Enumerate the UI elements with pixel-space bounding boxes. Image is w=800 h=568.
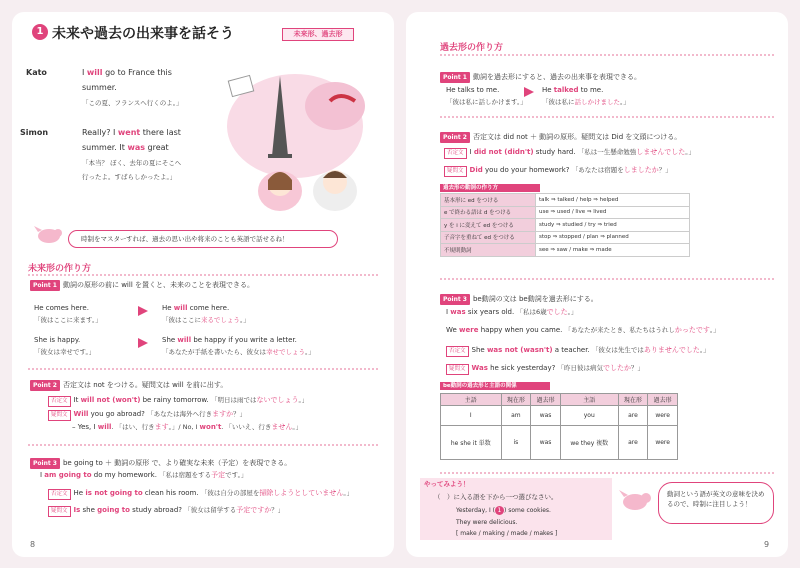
- table-cell: we they 複数: [560, 426, 618, 460]
- be-verb-table: [440, 393, 678, 460]
- future-point-1: Point 1 動詞の原形の前に will を置くと、未来のことを表現できる。: [30, 280, 254, 291]
- page-number-right: 9: [764, 540, 770, 549]
- going-to-question: 疑問文 Is she going to study abroad? 「彼女は留学する予定ですか？」: [48, 506, 284, 517]
- table-cell: were: [648, 426, 678, 460]
- rule-cell: y を i に変えて ed をつける: [441, 219, 536, 232]
- table-cell: I: [441, 406, 502, 426]
- future-point-2: Point 2 否定文は not をつける。疑問文は will を前に出す。: [30, 380, 227, 391]
- table-cell: 過去形: [531, 394, 561, 406]
- quiz-instructions: （ ）に入る語を下から一つ選びなさい。: [434, 493, 558, 501]
- arrow-icon: [138, 338, 148, 348]
- bird-icon: [34, 224, 64, 246]
- example-future: He will come here.: [162, 304, 230, 312]
- quiz-heading: やってみよう！: [424, 480, 470, 488]
- table-cell: 現在形: [501, 394, 531, 406]
- be-table-title: be動詞の過去形と主語の関係: [440, 382, 550, 390]
- table-row: [441, 219, 690, 232]
- arrow-icon: [524, 87, 534, 97]
- kato-line-2: summer.: [82, 83, 117, 92]
- table-cell: 現在形: [618, 394, 648, 406]
- paris-travel-illustration: [220, 66, 370, 216]
- kato-translation: 「この夏、フランスへ行くのよ。」: [82, 99, 183, 107]
- simon-translation-1: 「本当？ ぼく、去年の夏にそこへ: [82, 159, 182, 167]
- lesson-number-badge: 1: [32, 24, 48, 40]
- example-cell: see ⇒ saw / make ⇒ made: [536, 244, 690, 257]
- section-divider: [440, 54, 774, 56]
- divider: [28, 444, 378, 446]
- going-to-negative: 否定文 He is not going to clean his room. 「彼は自分の部屋を掃除しようとしていません。」: [48, 489, 353, 500]
- example-cell: stop ⇒ stopped / plan ⇒ planned: [536, 231, 690, 244]
- simon-translation-2: 行ったよ。すばらしかったよ。」: [82, 173, 177, 181]
- rule-table-title: 過去形の動詞の作り方: [440, 184, 540, 192]
- table-cell: is: [501, 426, 531, 460]
- quiz-line-1: Yesterday, I ( 1 ) some cookies.: [456, 507, 551, 514]
- example-past: He talked to me.: [542, 86, 604, 94]
- example-cell: study ⇒ studied / try ⇒ tried: [536, 219, 690, 232]
- kato-line: I will go to France this: [82, 68, 172, 77]
- example-cell: talk ⇒ talked / help ⇒ helped: [536, 194, 690, 207]
- example-present-2: She is happy.: [34, 336, 81, 344]
- table-row: [441, 231, 690, 244]
- be-past-1: I was six years old. 「私は6歳でした。」: [446, 308, 578, 316]
- table-cell: are: [618, 426, 648, 460]
- table-cell: are: [618, 406, 648, 426]
- table-row: [441, 244, 690, 257]
- past-negative: 否定文 I did not (didn't) study hard. 「私は一生懸命勉強しませんでした。」: [444, 148, 695, 159]
- section-title-future: 未来形の作り方: [28, 264, 92, 274]
- page-title: 未来や過去の出来事を話そう: [52, 26, 234, 42]
- rule-cell: 不規則動詞: [441, 244, 536, 257]
- table-cell: was: [531, 406, 561, 426]
- title-badge: 未来形、過去形: [282, 28, 354, 41]
- future-answer: – Yes, I will. 「はい、行きます。」/ No, I won't. 「いいえ、行きません。」: [72, 423, 303, 431]
- left-page: [12, 12, 394, 557]
- section-title-past: 過去形の作り方: [440, 43, 504, 53]
- be-past-question: 疑問文 Was he sick yesterday? 「昨日彼は病気でしたか？」: [446, 364, 644, 375]
- divider: [440, 278, 774, 280]
- past-point-1: Point 1 動詞を過去形にすると、過去の出来事を表現できる。: [440, 72, 641, 83]
- example-present: He talks to me.: [446, 86, 500, 94]
- table-cell: 主語: [441, 394, 502, 406]
- example-present-jp: 「彼はここに来ます。」: [34, 316, 102, 324]
- right-page: [406, 12, 788, 557]
- past-point-3: Point 3 be動詞の文は be動詞を過去形にする。: [440, 294, 598, 305]
- table-cell: you: [560, 406, 618, 426]
- rule-cell: 基本形に ed をつける: [441, 194, 536, 207]
- table-row: [441, 426, 678, 460]
- table-cell: were: [648, 406, 678, 426]
- bird-icon: [618, 488, 652, 514]
- quiz-options: [ make / making / made / makes ]: [456, 530, 558, 537]
- simon-line-2: summer. It was great: [82, 143, 169, 152]
- table-row: [441, 406, 678, 426]
- going-to-example: I am going to do my homework. 「私は宿題をする予定です。」: [40, 471, 248, 479]
- section-divider: [28, 274, 378, 276]
- table-cell: was: [531, 426, 561, 460]
- table-cell: 過去形: [648, 394, 678, 406]
- be-past-negative: 否定文 She was not (wasn't) a teacher. 「彼女は先生ではありませんでした。」: [446, 346, 710, 357]
- past-point-2: Point 2 否定文は did not ＋ 動詞の原形。疑問文は Did を文頭につける。: [440, 132, 681, 143]
- table-row: [441, 194, 690, 207]
- future-point-3: Point 3 be going to ＋ 動詞の原形 で、より確実な未来（予定）を表現できる。: [30, 458, 291, 469]
- divider: [28, 368, 378, 370]
- example-past-jp: 「彼は私に話しかけました。」: [542, 98, 630, 106]
- speaker-label-kato: Kato: [26, 68, 47, 77]
- example-present: He comes here.: [34, 304, 89, 312]
- side-note: 動詞という語が英文の意味を決めるので、時制に注目しよう！: [658, 482, 774, 524]
- table-cell: am: [501, 406, 531, 426]
- rule-cell: e で終わる語は d をつける: [441, 206, 536, 219]
- future-negative: 否定文 It will not (won't) be rainy tomorrow. 「明日は雨ではないでしょう。」: [48, 396, 308, 407]
- table-cell: he she it 単数: [441, 426, 502, 460]
- example-cell: use ⇒ used / live ⇒ lived: [536, 206, 690, 219]
- arrow-icon: [138, 306, 148, 316]
- speaker-label-simon: Simon: [20, 128, 49, 137]
- divider: [440, 472, 774, 474]
- divider: [440, 116, 774, 118]
- table-row: [441, 394, 678, 406]
- be-past-2: We were happy when you came. 「あなたが来たとき、私たちはうれしかったです。」: [446, 326, 720, 334]
- past-question: 疑問文 Did you do your homework? 「あなたは宿題をしましたか？」: [444, 166, 672, 177]
- rule-cell: 子音字を重ねて ed をつける: [441, 231, 536, 244]
- page-number-left: 8: [30, 540, 36, 549]
- example-future-jp: 「彼はここに来るでしょう。」: [162, 316, 250, 324]
- future-question: 疑問文 Will you go abroad? 「あなたは海外へ行きますか？」: [48, 410, 246, 421]
- table-cell: 主語: [560, 394, 618, 406]
- past-form-rules-table: [440, 193, 690, 257]
- intro-note: 時制をマスターすれば、過去の思い出や将来のことも英語で話せるね！: [68, 230, 338, 248]
- example-present-jp: 「彼は私に話しかけます。」: [446, 98, 527, 106]
- simon-line: Really? I went there last: [82, 128, 181, 137]
- table-row: [441, 206, 690, 219]
- example-present-2-jp: 「彼女は幸せです。」: [34, 348, 96, 356]
- quiz-box: [420, 478, 612, 540]
- example-future-2: She will be happy if you write a letter.: [162, 336, 297, 344]
- quiz-line-2: They were delicious.: [456, 519, 518, 526]
- example-future-2-jp: 「あなたが手紙を書いたら、彼女は幸せでしょう。」: [162, 348, 315, 356]
